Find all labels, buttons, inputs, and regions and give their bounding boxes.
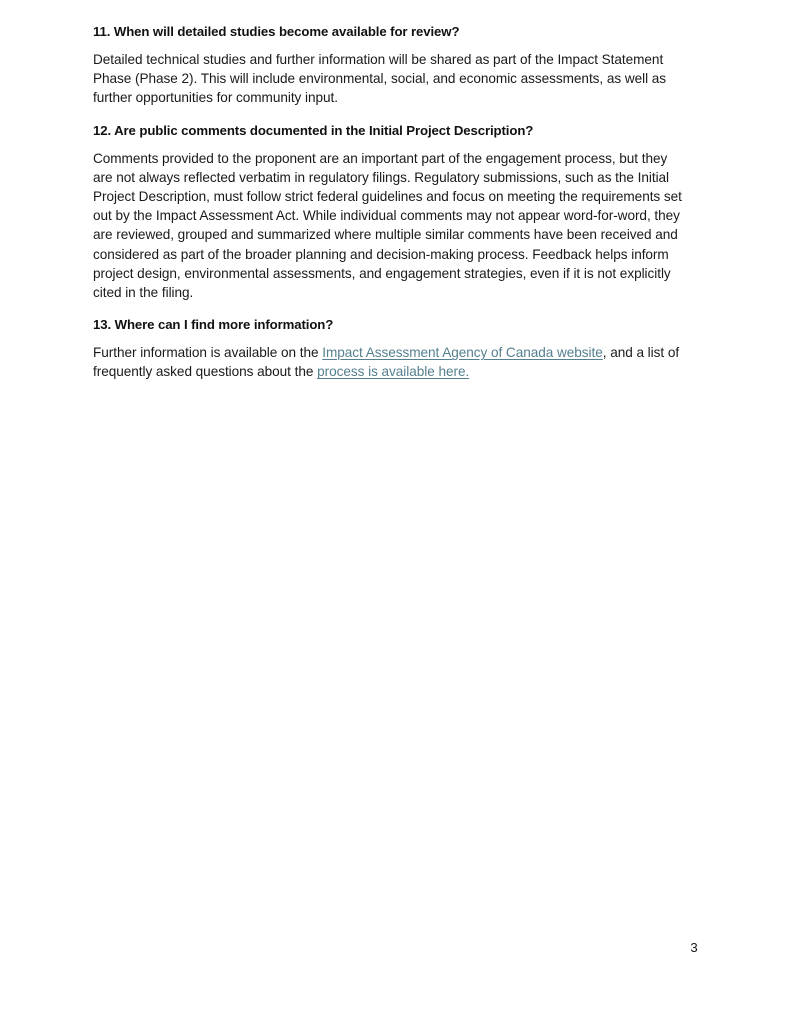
faq-item-11 — [93, 22, 689, 108]
faq-item-13 — [93, 315, 689, 381]
faq-question-heading-11: 11. When will detailed studies become available for review? — [93, 24, 460, 39]
faq-question-heading-13: 13. Where can I find more information? — [93, 317, 334, 333]
page-number: 3 — [690, 940, 698, 955]
process-faq-link[interactable]: process is available here. — [317, 364, 470, 380]
document-content — [93, 22, 689, 382]
faq-answer-segment: Comments provided to the proponent are an important part of the engagement process, but they are not always reflected verbatim in regulatory filings. Regulatory submissions, such as the Initial Project Description, must follow strict federal guidelines and focus on meeting the requirements set out by the Impact Assessment Act. While individual comments may not appear word-for-word, they are reviewed, grouped and summarized where multiple similar comments have been received and considered as part of the broader planning and decision-making process. Feedback helps inform project design, environmental assessments, and engagement strategies, even if it is not explicitly cited in the filing. — [93, 150, 682, 301]
faq-question-heading-12: 12. Are public comments documented in the Initial Project Description? — [93, 122, 534, 138]
faq-answer-segment-lead: Further information is available on the — [93, 345, 323, 361]
faq-answer-text-13 — [93, 343, 689, 381]
impact-assessment-agency-link[interactable]: Impact Assessment Agency of Canada website — [322, 345, 603, 361]
faq-answer-text-11 — [93, 50, 689, 108]
faq-answer-text-12 — [93, 149, 689, 303]
faq-item-12 — [93, 121, 689, 303]
faq-answer-segment: Detailed technical studies and further information will be shared as part of the Impact Statement Phase (Phase 2). This will include environmental, social, and economic assessments, as well as further opportunities for community input. — [93, 52, 667, 106]
faq-answer-segment-middle: , and a list of frequently asked questions about the — [93, 345, 680, 380]
